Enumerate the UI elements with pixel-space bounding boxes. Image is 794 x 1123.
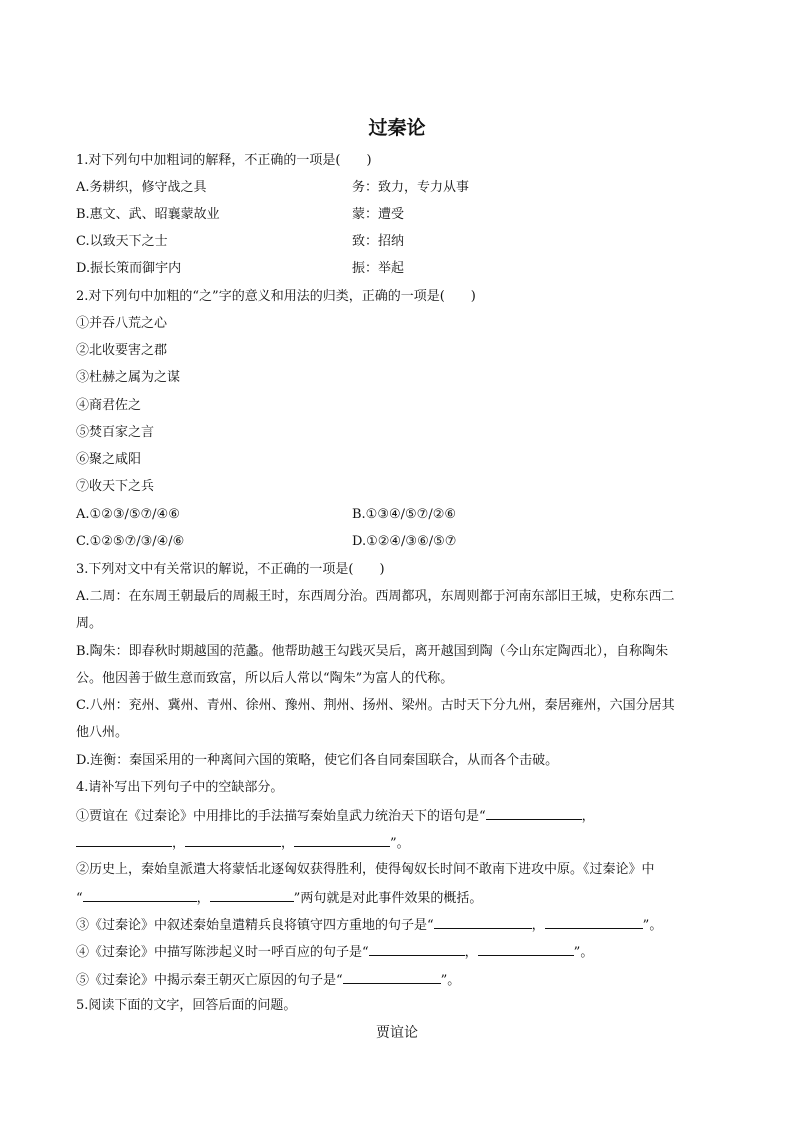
q2-choice-b: B.①③④/⑤⑦/②⑥ xyxy=(352,507,457,522)
q2-choices-row-1 xyxy=(76,505,718,525)
q4-item-2: ②历史上，秦始皇派遣大将蒙恬北逐匈奴获得胜利，使得匈奴长时间不敢南下进攻中原。《过秦论》中 xyxy=(76,862,655,877)
answer-blank[interactable] xyxy=(185,832,281,847)
q4-item-5-prompt: ⑤《过秦论》中揭示秦王朝灭亡原因的句子是“ xyxy=(76,973,343,988)
q1-option-b-meaning: 蒙：遭受 xyxy=(352,207,405,222)
q1-option-d-meaning: 振：举起 xyxy=(352,261,405,276)
q4-item-4-prompt: ④《过秦论》中描写陈涉起义时一呼百应的句子是“ xyxy=(76,945,369,960)
q2-item-1: ①并吞八荒之心 xyxy=(76,316,168,331)
answer-blank[interactable] xyxy=(210,887,294,902)
q4-item-4 xyxy=(76,941,593,963)
answer-blank[interactable] xyxy=(434,914,532,929)
q1-stem: 1.对下列句中加粗词的解释，不正确的一项是( ) xyxy=(76,153,372,168)
comma: ， xyxy=(581,809,595,824)
q2-stem: 2.对下列句中加粗的“之”字的意义和用法的归类，正确的一项是( ) xyxy=(76,289,476,304)
q1-option-a xyxy=(76,178,718,198)
closing-quote: ”。 xyxy=(390,836,410,851)
q2-choice-c: C.①②⑤⑦/③/④/⑥ xyxy=(76,534,185,549)
q3-line: D.连衡：秦国采用的一种离间六国的策略，使它们各自同秦国联合，从而各个击破。 xyxy=(76,753,559,768)
comma: ， xyxy=(464,945,478,960)
q5-stem: 5.阅读下面的文字，回答后面的问题。 xyxy=(76,998,297,1013)
q1-option-a-meaning: 务：致力，专力从事 xyxy=(352,180,470,195)
opening-quote: “ xyxy=(76,891,83,906)
q4-item-3 xyxy=(76,914,662,936)
q2-choices-row-2 xyxy=(76,532,718,552)
closing-quote: ”。 xyxy=(642,918,663,933)
q4-item-1 xyxy=(76,805,595,827)
q1-option-d-sentence: D.振长策而御宇内 xyxy=(76,261,182,276)
answer-blank[interactable] xyxy=(76,832,172,847)
q2-item-6: ⑥聚之咸阳 xyxy=(76,452,142,467)
q1-option-c xyxy=(76,232,718,252)
q3-line: B.陶朱：即春秋时期越国的范蠡。他帮助越王勾践灭吴后，离开越国到陶（今山东定陶西北），自称陶朱 xyxy=(76,644,669,659)
q2-choice-d: D.①②④/③⑥/⑤⑦ xyxy=(352,534,457,549)
q2-item-2: ②北收要害之郡 xyxy=(76,343,168,358)
q1-option-c-sentence: C.以致天下之士 xyxy=(76,234,168,249)
q3-line: 他八州。 xyxy=(76,725,129,740)
answer-blank[interactable] xyxy=(294,832,390,847)
q1-option-b xyxy=(76,205,718,225)
q2-item-7: ⑦收天下之兵 xyxy=(76,479,155,494)
q1-option-a-sentence: A.务耕织，修守战之具 xyxy=(76,180,207,195)
answer-blank[interactable] xyxy=(343,969,441,984)
q2-item-4: ④商君佐之 xyxy=(76,398,142,413)
q4-stem: 4.请补写出下列句子中的空缺部分。 xyxy=(76,780,284,795)
comma: ， xyxy=(531,918,545,933)
q1-option-c-meaning: 致：招纳 xyxy=(352,234,405,249)
passage-title: 贾谊论 xyxy=(376,1025,418,1041)
q3-line: C.八州：兖州、冀州、青州、徐州、豫州、荆州、扬州、梁州。古时天下分九州，秦居雍州，六国分居其 xyxy=(76,698,675,713)
q1-option-b-sentence: B.惠文、武、昭襄蒙故业 xyxy=(76,207,220,222)
comma: ， xyxy=(281,836,295,851)
comma: ， xyxy=(172,836,186,851)
q3-stem: 3.下列对文中有关常识的解说，不正确的一项是( ) xyxy=(76,562,385,577)
closing-quote: ”。 xyxy=(440,973,461,988)
comma: ， xyxy=(196,891,210,906)
answer-blank[interactable] xyxy=(83,887,197,902)
q3-line: 公。他因善于做生意而致富，所以后人常以“陶朱”为富人的代称。 xyxy=(76,671,454,686)
answer-blank[interactable] xyxy=(369,941,465,956)
q1-option-d xyxy=(76,259,718,279)
q4-item-2-cont xyxy=(76,887,482,909)
closing-quote: ”。 xyxy=(573,945,594,960)
q2-item-3: ③杜赫之属为之谋 xyxy=(76,370,181,385)
q4-item-5 xyxy=(76,969,460,991)
q4-item-1-cont xyxy=(76,832,410,854)
q4-item-3-prompt: ③《过秦论》中叙述秦始皇遣精兵良将镇守四方重地的句子是“ xyxy=(76,918,434,933)
page-title: 过秦论 xyxy=(368,117,426,139)
answer-blank[interactable] xyxy=(545,914,643,929)
answer-blank[interactable] xyxy=(478,941,574,956)
q3-line: A.二周：在东周王朝最后的周赧王时，东西周分治。西周都巩，东周则都于河南东部旧王城，史称东西二 xyxy=(76,589,675,604)
q4-item-2-tail: ”两句就是对此事件效果的概括。 xyxy=(293,891,483,906)
q2-item-5: ⑤焚百家之言 xyxy=(76,425,155,440)
q4-item-1-prompt: ①贾谊在《过秦论》中用排比的手法描写秦始皇武力统治天下的语句是“ xyxy=(76,809,486,824)
q3-line: 周。 xyxy=(76,616,103,631)
q2-choice-a: A.①②③/⑤⑦/④⑥ xyxy=(76,507,180,522)
answer-blank[interactable] xyxy=(486,805,582,820)
